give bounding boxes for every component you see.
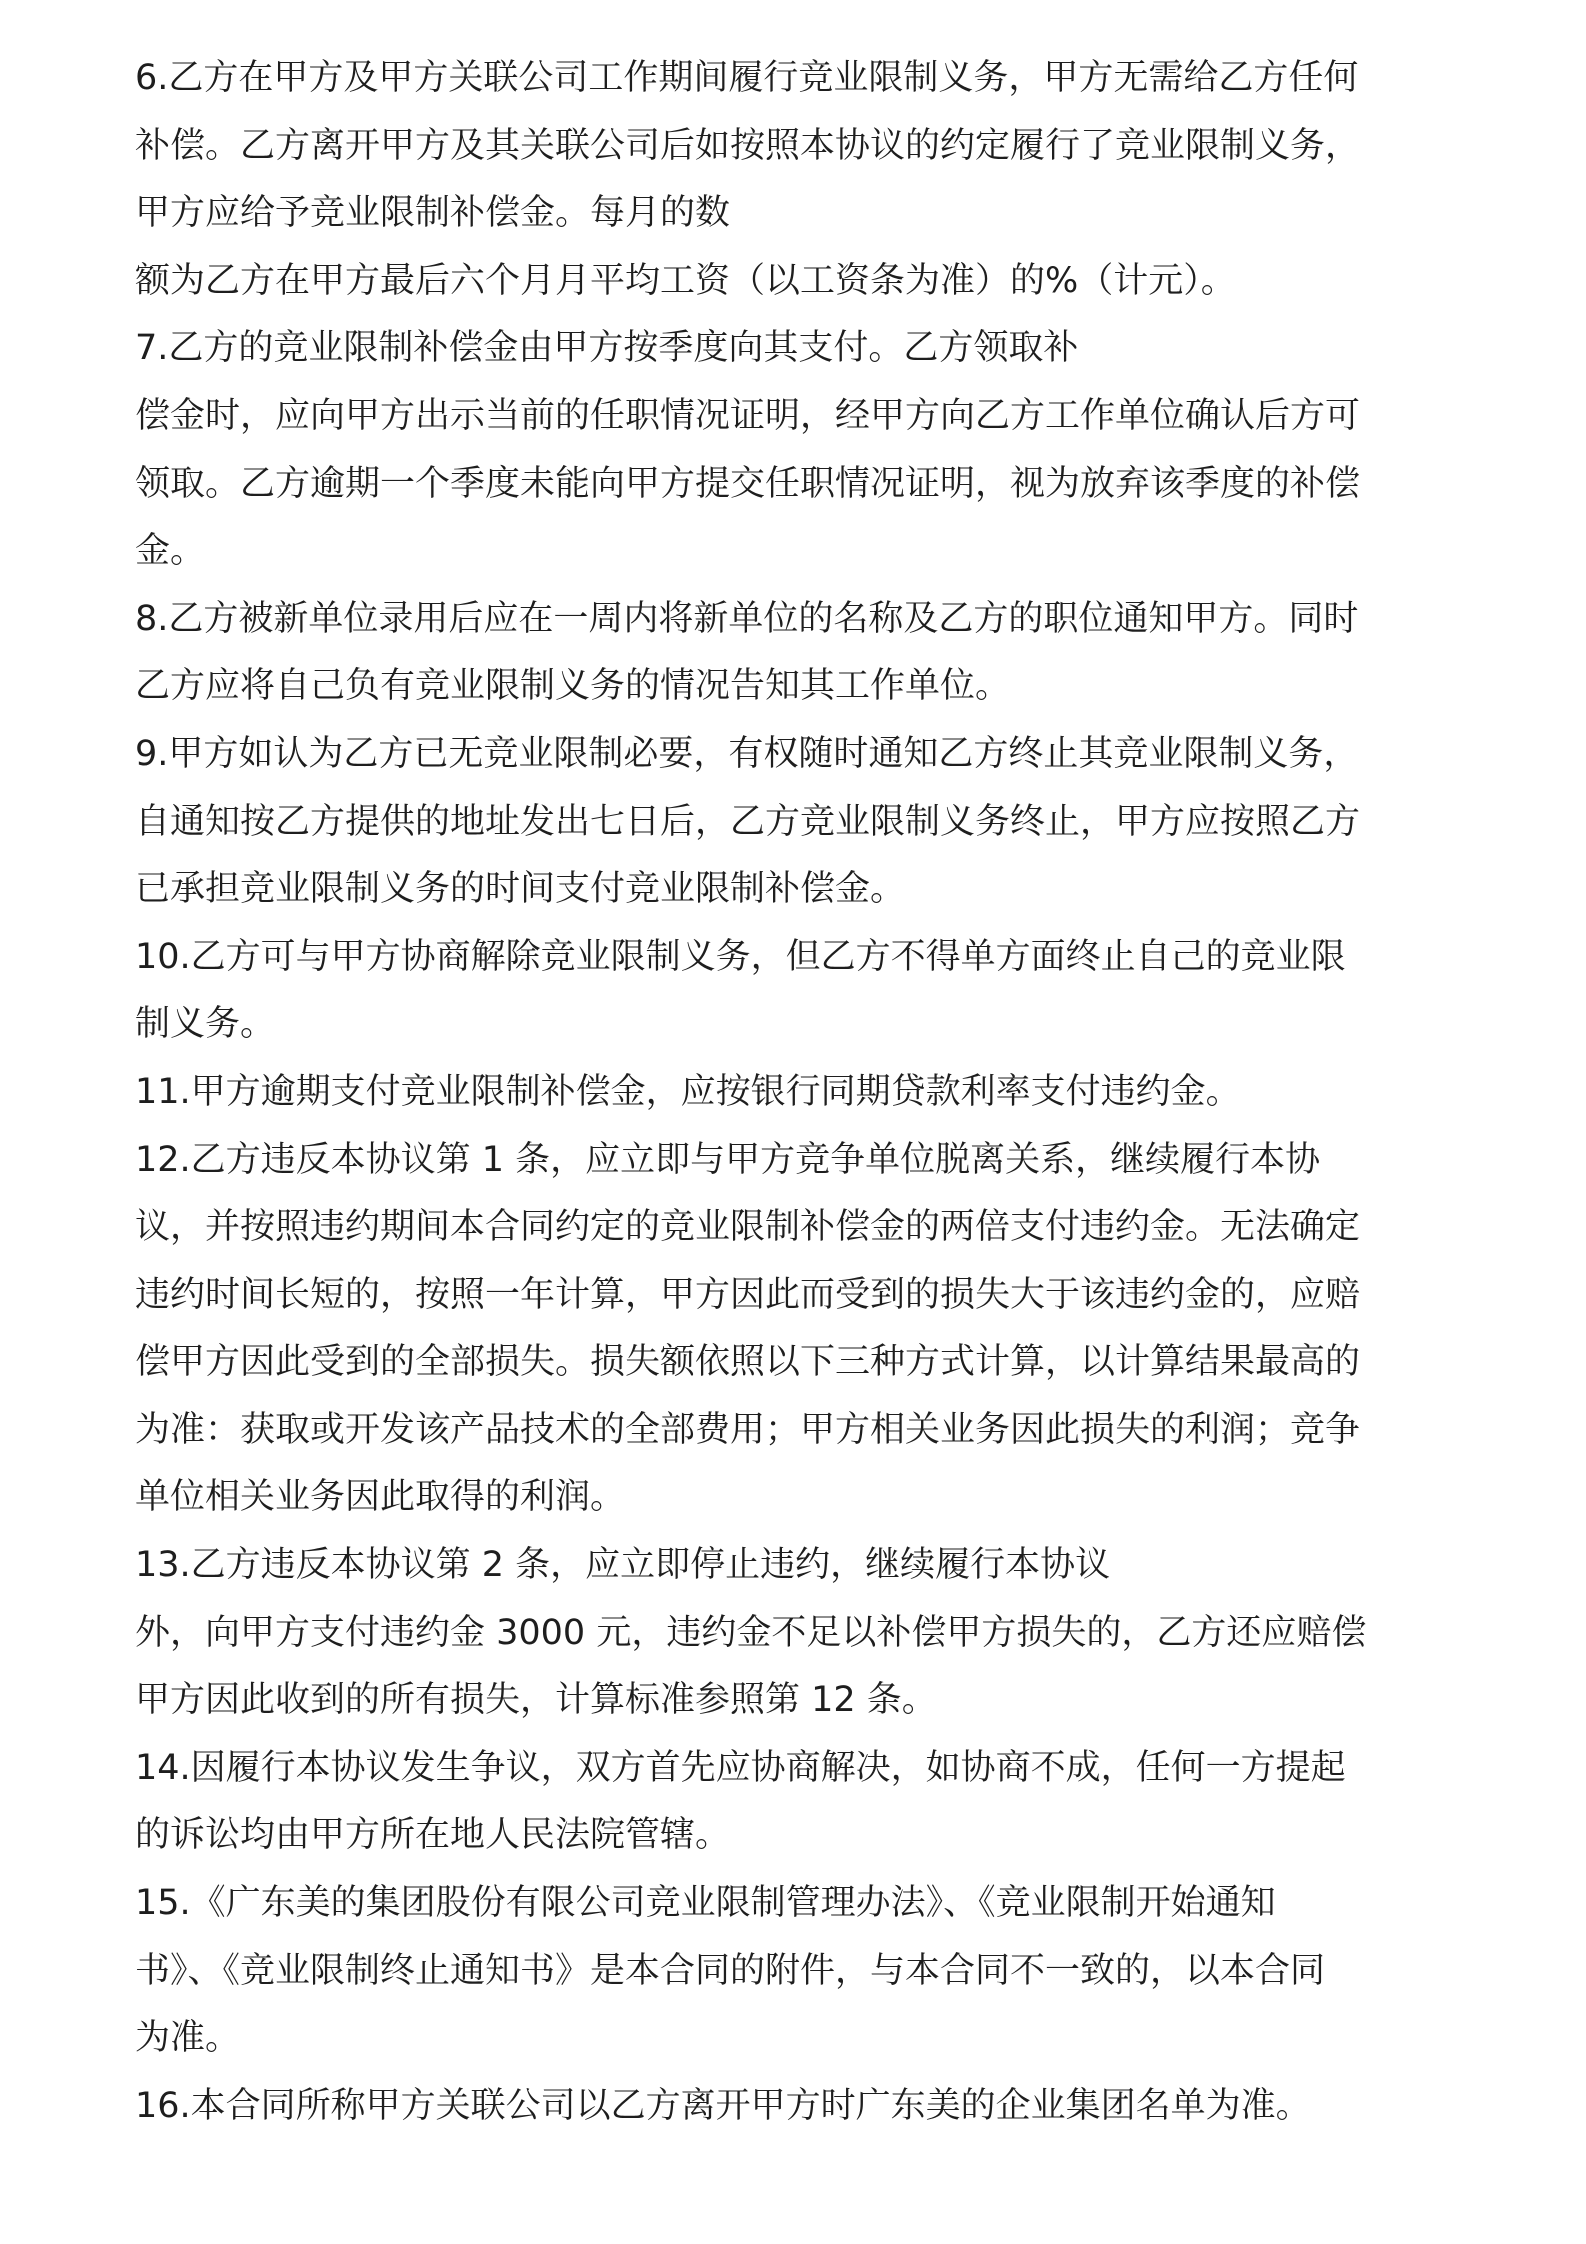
text-line: 甲方应给予竞业限制补偿金。每月的数 [135,193,731,234]
contract-text [135,45,1455,2140]
text-line: 15.《广东美的集团股份有限公司竞业限制管理办法》、《竞业限制开始通知 [135,1883,1276,1924]
text-line: 为准：获取或开发该产品技术的全部费用；甲方相关业务因此损失的利润；竞争 [135,1409,1361,1450]
text-line: 已承担竞业限制义务的时间支付竞业限制补偿金。 [135,869,906,910]
text-line: 书》、《竞业限制终止通知书》是本合同的附件，与本合同不一致的，以本合同 [135,1950,1326,1991]
text-line: 违约时间长短的，按照一年计算，甲方因此而受到的损失大于该违约金的，应赔 [135,1274,1361,1315]
text-line: 8.乙方被新单位录用后应在一周内将新单位的名称及乙方的职位通知甲方。同时 [135,598,1359,639]
text-line: 16.本合同所称甲方关联公司以乙方离开甲方时广东美的企业集团名单为准。 [135,2085,1311,2126]
text-line: 12.乙方违反本协议第 1 条，应立即与甲方竞争单位脱离关系，继续履行本协 [135,1139,1321,1180]
text-line: 金。 [135,531,206,572]
text-line: 补偿。乙方离开甲方及其关联公司后如按照本协议的约定履行了竞业限制义务， [135,125,1361,166]
text-line: 自通知按乙方提供的地址发出七日后，乙方竞业限制义务终止，甲方应按照乙方 [135,801,1361,842]
text-line: 单位相关业务因此取得的利润。 [135,1477,626,1518]
text-line: 6.乙方在甲方及甲方关联公司工作期间履行竞业限制义务，甲方无需给乙方任何 [135,58,1359,98]
text-line: 的诉讼均由甲方所在地人民法院管辖。 [135,1815,731,1856]
text-line: 外，向甲方支付违约金 3000 元，违约金不足以补偿甲方损失的，乙方还应赔偿 [135,1612,1367,1653]
text-line: 13.乙方违反本协议第 2 条，应立即停止违约，继续履行本协议 [135,1545,1111,1586]
text-line: 议，并按照违约期间本合同约定的竞业限制补偿金的两倍支付违约金。无法确定 [135,1207,1361,1248]
text-line: 为准。 [135,2018,241,2059]
text-line: 甲方因此收到的所有损失，计算标准参照第 12 条。 [135,1680,937,1721]
text-line: 10.乙方可与甲方协商解除竞业限制义务，但乙方不得单方面终止自己的竞业限 [135,936,1346,977]
text-line: 偿金时，应向甲方出示当前的任职情况证明，经甲方向乙方工作单位确认后方可 [135,395,1361,436]
text-line: 14.因履行本协议发生争议，双方首先应协商解决，如协商不成，任何一方提起 [135,1747,1346,1788]
text-line: 乙方应将自己负有竞业限制义务的情况告知其工作单位。 [135,666,1011,707]
text-line: 7.乙方的竞业限制补偿金由甲方按季度向其支付。乙方领取补 [135,328,1079,369]
text-line: 偿甲方因此受到的全部损失。损失额依照以下三种方式计算，以计算结果最高的 [135,1342,1361,1383]
text-line: 额为乙方在甲方最后六个月月平均工资（以工资条为准）的%（计元）。 [135,260,1236,301]
text-line: 11.甲方逾期支付竞业限制补偿金，应按银行同期贷款利率支付违约金。 [135,1071,1241,1112]
text-line: 领取。乙方逾期一个季度未能向甲方提交任职情况证明，视为放弃该季度的补偿 [135,463,1361,504]
text-line: 9.甲方如认为乙方已无竞业限制必要，有权随时通知乙方终止其竞业限制义务， [135,733,1359,774]
text-line: 制义务。 [135,1004,276,1045]
